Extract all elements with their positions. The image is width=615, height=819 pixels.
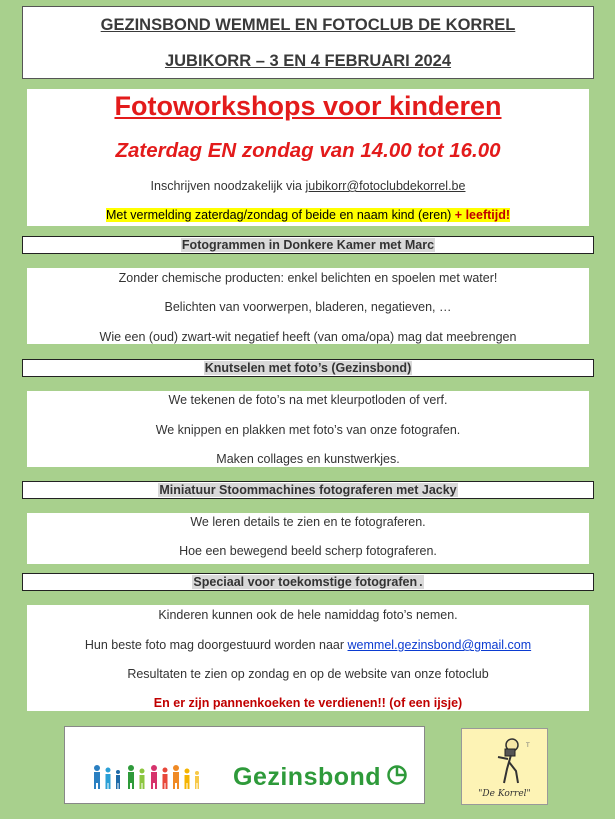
mention-line: [27, 208, 589, 222]
section-line: Zonder chemische producten: enkel belichten en spoelen met water!: [118, 271, 498, 285]
section-future: [27, 605, 589, 711]
family-figures-icon: [91, 763, 221, 793]
section-heading-text: Miniatuur Stoommachines fotograferen met Jacky: [159, 483, 457, 497]
header-line-1: GEZINSBOND WEMMEL EN FOTOCLUB DE KORREL: [100, 16, 516, 34]
section-heading-darkroom: [22, 236, 594, 254]
section-line: Resultaten te zien op zondag en op de website van onze fotoclub: [127, 667, 489, 681]
section-heading-text: Speciaal voor toekomstige fotografen: [193, 575, 418, 589]
header-line-2: JUBIKORR – 3 EN 4 FEBRUARI 2024: [164, 52, 452, 70]
section-line: We knippen en plakken met foto’s van onze fotografen.: [155, 423, 461, 437]
section-steam: [27, 513, 589, 564]
gezinsbond-circle-icon: [387, 765, 407, 785]
section-heading-text: Fotogrammen in Donkere Kamer met Marc: [181, 238, 435, 252]
signup-line: [27, 179, 589, 193]
send-line: [27, 638, 589, 652]
send-prefix: Hun beste foto mag doorgestuurd worden naar: [84, 638, 348, 652]
signup-prefix: Inschrijven noodzakelijk via: [150, 179, 306, 193]
de-korrel-label: "De Korrel": [478, 789, 531, 799]
schedule-subtitle: Zaterdag EN zondag van 14.00 tot 16.00: [115, 139, 501, 162]
gezinsbond-logo: [64, 726, 425, 804]
section-line: We tekenen de foto’s na met kleurpotloden of verf.: [168, 393, 448, 407]
section-heading-suffix: .: [419, 575, 423, 589]
section-line: Hoe een bewegend beeld scherp fotograferen.: [179, 544, 437, 558]
signup-email-link[interactable]: jubikorr@fotoclubdekorrel.be: [305, 179, 466, 193]
svg-text:T: T: [526, 742, 530, 749]
section-heading-text: Knutselen met foto’s (Gezinsbond): [204, 361, 412, 375]
header-box: [22, 6, 594, 79]
section-line: Belichten van voorwerpen, bladeren, negatieven, …: [164, 300, 452, 314]
section-line: Kinderen kunnen ook de hele namiddag foto’s nemen.: [158, 608, 458, 622]
send-email-link[interactable]: wemmel.gezinsbond@gmail.com: [347, 638, 532, 652]
section-darkroom: [27, 268, 589, 344]
mention-text: Met vermelding zaterdag/zondag of beide en naam kind (eren): [105, 208, 455, 222]
section-line: We leren details te zien en te fotograferen.: [190, 515, 426, 529]
intro-box: [27, 89, 589, 226]
section-line: Maken collages en kunstwerkjes.: [216, 452, 400, 466]
section-heading-steam: [22, 481, 594, 499]
section-line: Wie een (oud) zwart-wit negatief heeft (van oma/opa) mag dat meebrengen: [99, 330, 517, 344]
photographer-figure-icon: [476, 735, 536, 787]
section-heading-crafts: [22, 359, 594, 377]
gezinsbond-wordmark: Gezinsbond: [233, 763, 382, 791]
mention-age: + leeftijd!: [454, 208, 511, 222]
section-crafts: [27, 391, 589, 467]
pancakes-line: En er zijn pannenkoeken te verdienen!! (of een ijsje): [153, 696, 463, 710]
de-korrel-logo: [461, 728, 548, 805]
page-title: Fotoworkshops voor kinderen: [114, 91, 502, 121]
section-heading-future: [22, 573, 594, 591]
